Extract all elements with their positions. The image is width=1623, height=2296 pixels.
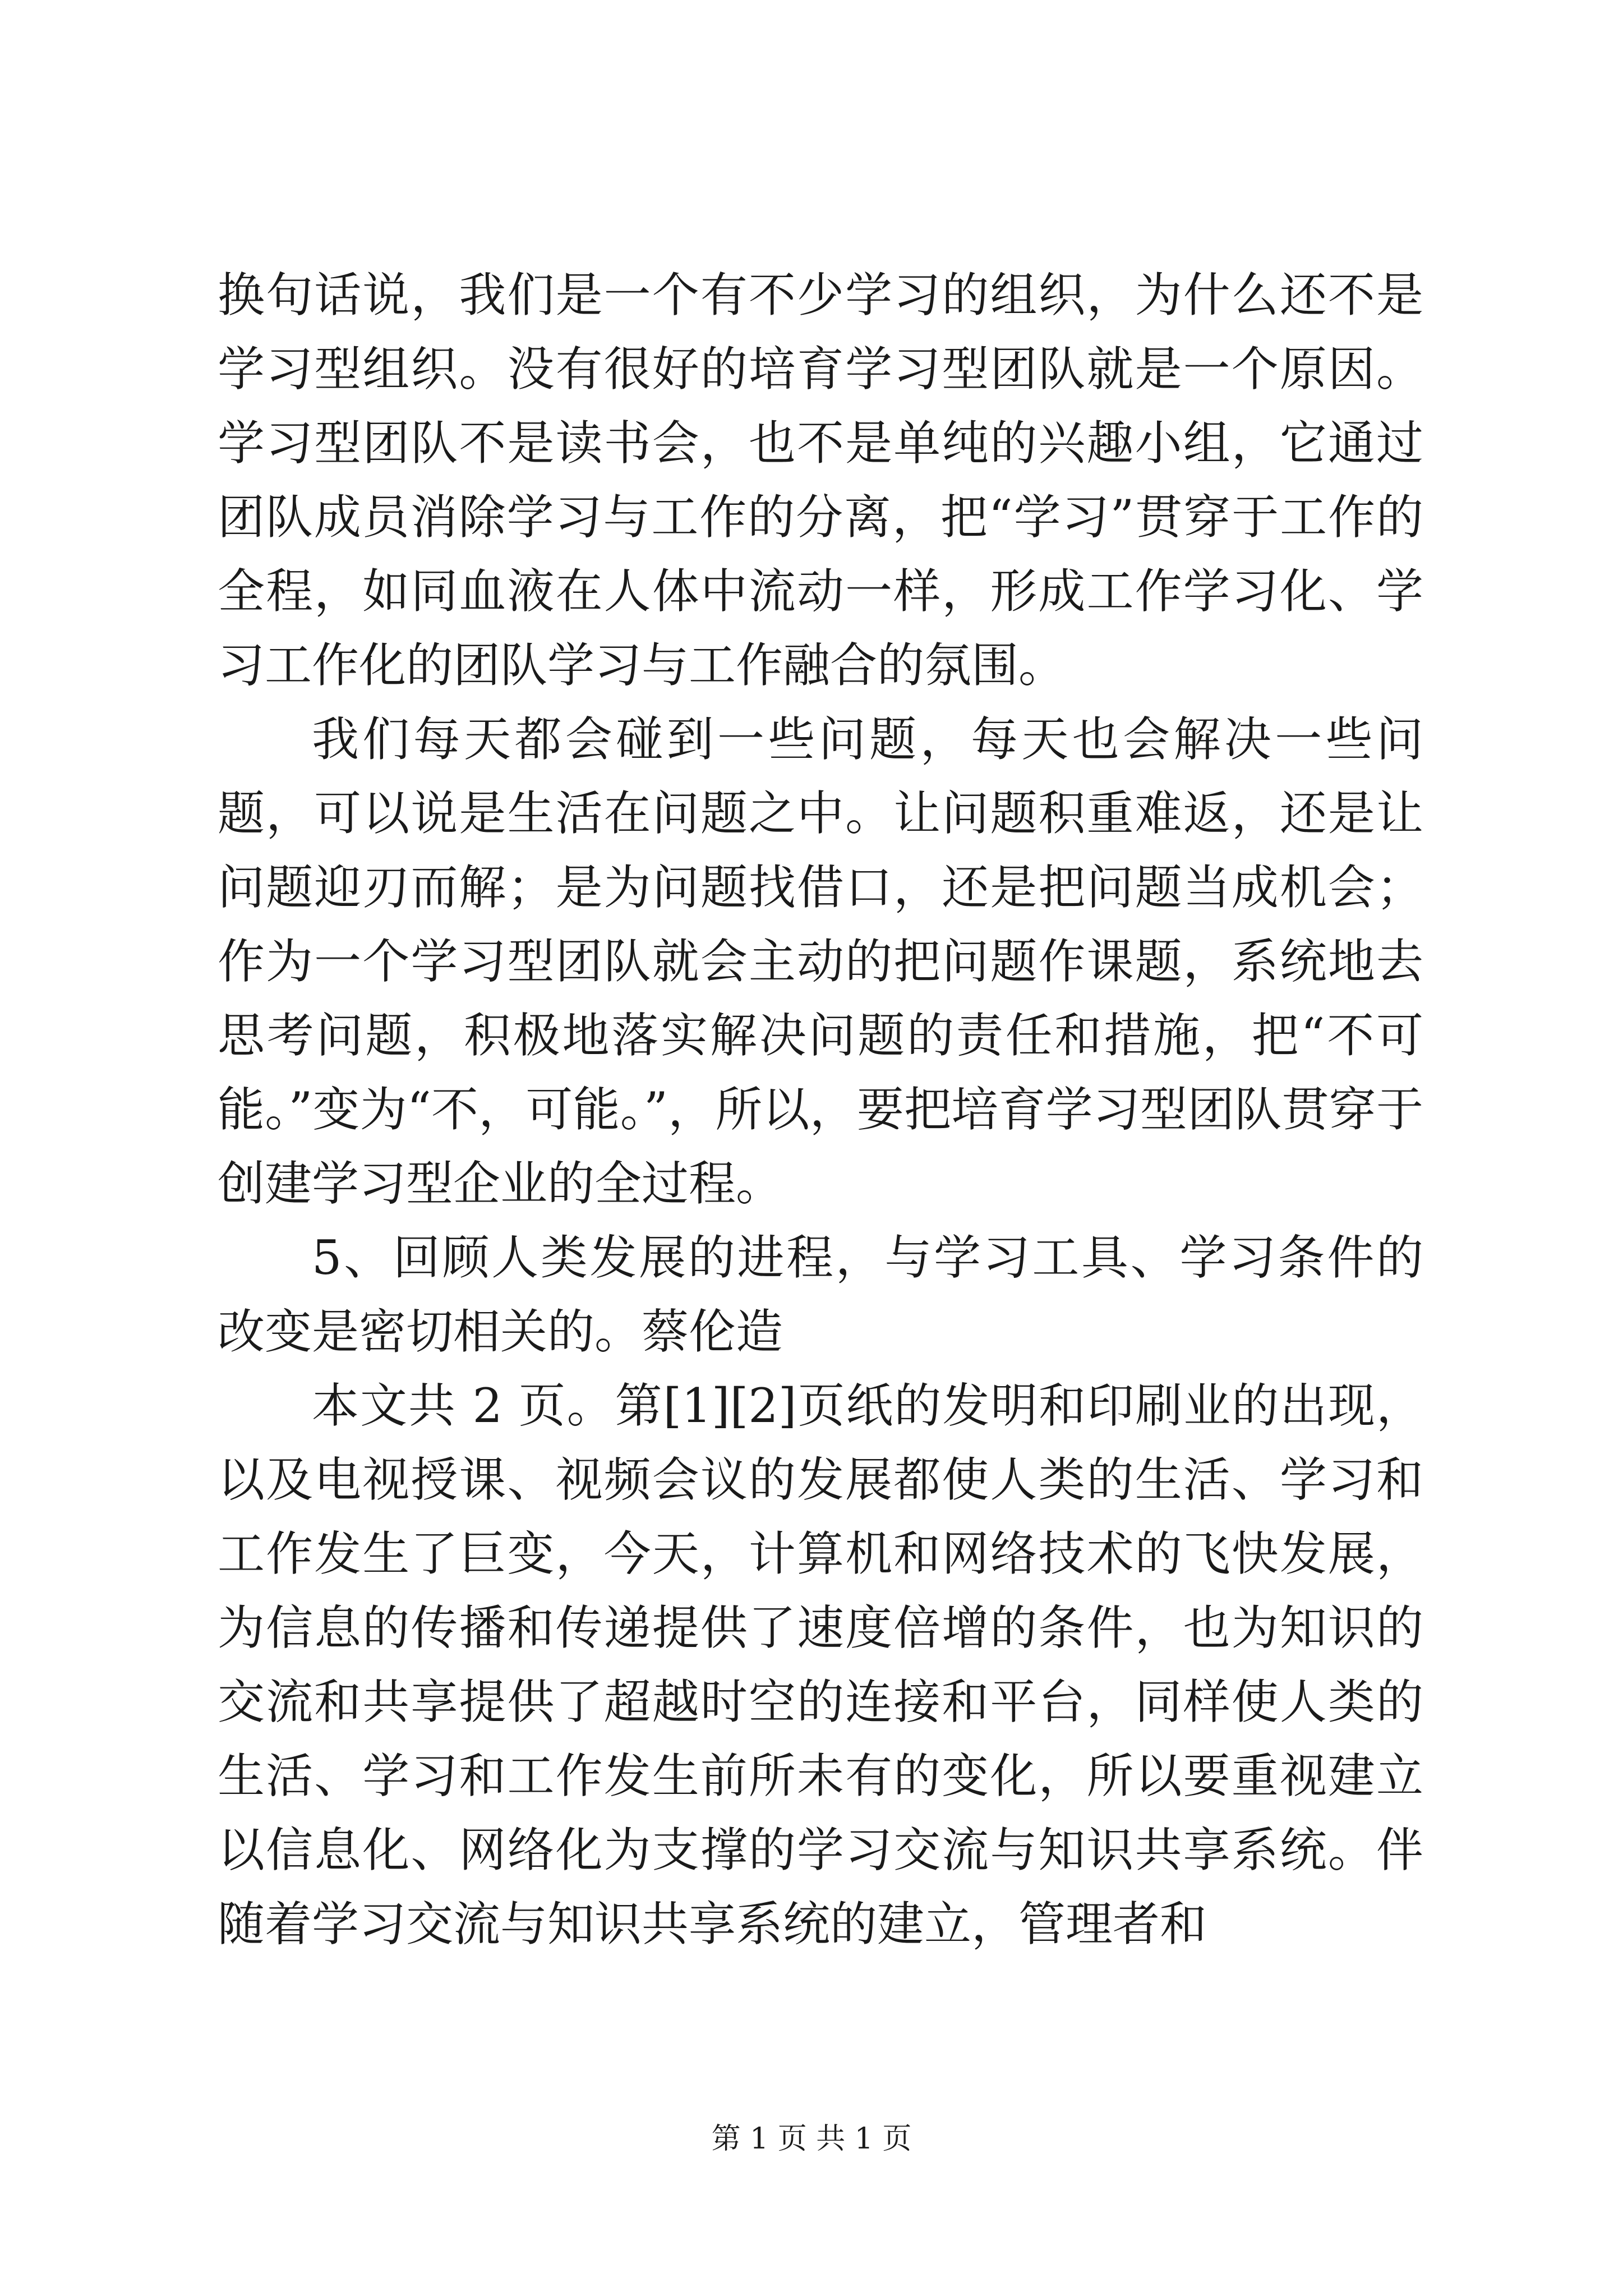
paragraph-1: 换句话说，我们是一个有不少学习的组织，为什么还不是学习型组织。没有很好的培育学习型团队就是一个原因。学习型团队不是读书会，也不是单纯的兴趣小组，它通过团队成员消除学习与工作的分离，把“学习”贯穿于工作的全程，如同血液在人体中流动一样，形成工作学习化、学习工作化的团队学习与工作融合的氛围。 — [218, 268, 1423, 693]
document-body — [218, 258, 1423, 1961]
page-footer: 第 1 页 共 1 页 — [711, 2122, 912, 2156]
paragraph-3: 5、回顾人类发展的进程，与学习工具、学习条件的改变是密切相关的。蔡伦造 — [218, 1230, 1423, 1359]
paragraph-4: 本文共 2 页。第[1][2]页纸的发明和印刷业的出现，以及电视授课、视频会议的发展都使人类的生活、学习和工作发生了巨变，今天，计算机和网络技术的飞快发展，为信息的传播和传递提供了速度倍增的条件，也为知识的交流和共享提供了超越时空的连接和平台，同样使人类的生活、学习和工作发生前所未有的变化，所以要重视建立以信息化、网络化为支撑的学习交流与知识共享系统。伴随着学习交流与知识共享系统的建立，管理者和 — [218, 1378, 1423, 1952]
paragraph-2: 我们每天都会碰到一些问题，每天也会解决一些问题，可以说是生活在问题之中。让问题积重难返，还是让问题迎刃而解；是为问题找借口，还是把问题当成机会；作为一个学习型团队就会主动的把问题作课题，系统地去思考问题，积极地落实解决问题的责任和措施，把“不可能。”变为“不，可能。”，所以，要把培育学习型团队贯穿于创建学习型企业的全过程。 — [218, 712, 1423, 1211]
